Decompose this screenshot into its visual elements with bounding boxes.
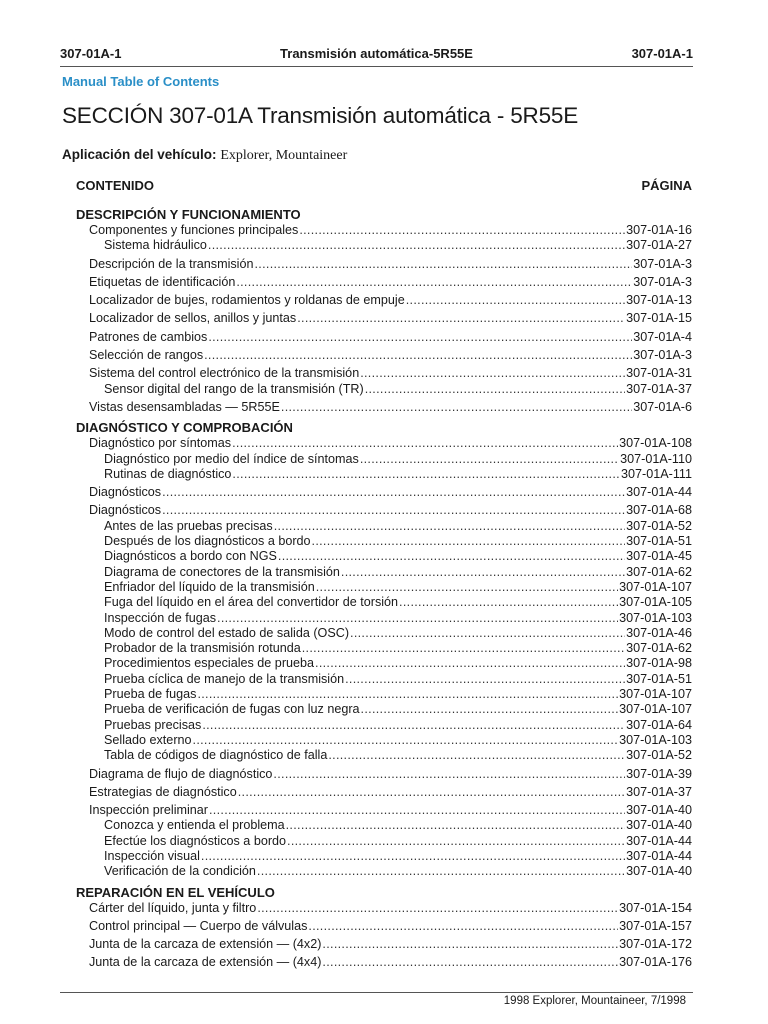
toc-entry-page: 307-01A-107	[619, 702, 692, 717]
toc-entry-title: Prueba cíclica de manejo de la transmisión	[104, 671, 345, 686]
toc-entry-title: Vistas desensambladas — 5R55E	[89, 399, 280, 414]
toc-entry-title: Selección de rangos	[89, 348, 204, 363]
toc-entry[interactable]	[76, 718, 692, 733]
header-divider	[60, 66, 693, 67]
toc-entry-title: Prueba de fugas	[104, 687, 197, 702]
dot-leader	[350, 626, 625, 641]
dot-leader	[361, 702, 619, 717]
toc-entry-page: 307-01A-44	[626, 848, 692, 863]
toc-entry[interactable]	[76, 366, 692, 381]
toc-entry-page: 307-01A-15	[626, 311, 692, 326]
toc-entry-title: Componentes y funciones principales	[89, 223, 299, 237]
toc-entry[interactable]	[76, 238, 692, 253]
toc-entry-title: Diagrama de conectores de la transmisión	[104, 564, 340, 579]
toc-entry-title: Cárter del líquido, junta y filtro	[89, 900, 257, 915]
toc-entry[interactable]	[76, 937, 692, 952]
toc-column-headers	[76, 178, 692, 193]
toc-entry-page: 307-01A-154	[619, 900, 692, 915]
toc-entry-page: 307-01A-52	[626, 518, 692, 533]
toc-entry-title: Diagnóstico por síntomas	[89, 436, 232, 451]
toc-entry[interactable]	[76, 785, 692, 800]
toc-entry[interactable]	[76, 641, 692, 656]
dot-leader	[360, 452, 619, 467]
toc-entry-page: 307-01A-45	[626, 549, 692, 564]
toc-entry-title: Pruebas precisas	[104, 717, 202, 732]
toc-entry-page: 307-01A-103	[619, 732, 692, 747]
toc-entry-title: Junta de la carcaza de extensión — (4x4)	[89, 955, 322, 970]
toc-entry-title: Después de los diagnósticos a bordo	[104, 534, 311, 549]
toc-entry[interactable]	[76, 834, 692, 849]
toc-entry-title: Junta de la carcaza de extensión — (4x2)	[89, 937, 322, 952]
dot-leader	[328, 748, 625, 763]
toc-entry[interactable]	[76, 864, 692, 879]
toc-entry-page: 307-01A-40	[626, 803, 692, 818]
toc-entry-page: 307-01A-51	[626, 534, 692, 549]
toc-entry-title: Localizador de bujes, rodamientos y roldanas de empuje	[89, 293, 405, 308]
toc-entry[interactable]	[76, 330, 692, 345]
toc-entry-title: Estrategias de diagnóstico	[89, 784, 237, 799]
dot-leader	[316, 580, 618, 595]
manual-toc-link[interactable]: Manual Table of Contents	[62, 74, 220, 89]
toc-entry-page: 307-01A-62	[626, 564, 692, 579]
dot-leader	[232, 436, 618, 451]
toc-entry-page: 307-01A-64	[626, 717, 692, 732]
toc-entry-title: Sistema del control electrónico de la transmisión	[89, 366, 360, 381]
toc-entry-title: Enfriador del líquido de la transmisión	[104, 579, 315, 594]
toc-entry[interactable]	[76, 611, 692, 626]
dot-leader	[238, 785, 625, 800]
toc-entry[interactable]	[76, 849, 692, 864]
toc-entry[interactable]	[76, 733, 692, 748]
toc-entry-page: 307-01A-51	[626, 671, 692, 686]
toc-entry-title: Efectúe los diagnósticos a bordo	[104, 833, 287, 848]
vehicle-application	[62, 147, 347, 164]
dot-leader	[232, 467, 620, 482]
toc-entry-page: 307-01A-27	[626, 238, 692, 253]
table-of-contents	[76, 206, 692, 971]
toc-entry-title: Probador de la transmisión rotunda	[104, 641, 301, 656]
page-footer: 1998 Explorer, Mountaineer, 7/1998	[503, 995, 686, 1007]
dot-leader	[217, 611, 618, 626]
toc-entry-page: 307-01A-4	[633, 329, 692, 344]
toc-entry[interactable]	[76, 382, 692, 397]
toc-entry-title: Verificación de la condición	[104, 864, 256, 879]
dot-leader	[278, 549, 625, 564]
footer-divider	[60, 992, 693, 993]
dot-leader	[273, 767, 625, 782]
dot-leader	[236, 275, 632, 290]
toc-entry-title: Procedimientos especiales de prueba	[104, 656, 315, 671]
toc-entry-title: Localizador de sellos, anillos y juntas	[89, 311, 297, 326]
dot-leader	[193, 733, 619, 748]
dot-leader	[274, 519, 625, 534]
toc-entry-title: Etiquetas de identificación	[89, 274, 236, 289]
toc-entry[interactable]	[76, 348, 692, 363]
toc-entry-title: Diagrama de flujo de diagnóstico	[89, 766, 273, 781]
toc-entry[interactable]	[76, 919, 692, 934]
toc-entry-page: 307-01A-16	[626, 223, 692, 237]
dot-leader	[281, 400, 632, 415]
dot-leader	[345, 672, 625, 687]
dot-leader	[286, 818, 626, 833]
section-heading: REPARACIÓN EN EL VEHÍCULO	[76, 884, 275, 900]
toc-entry-title: Inspección de fugas	[104, 610, 217, 625]
toc-entry-title: Descripción de la transmisión	[89, 256, 254, 271]
toc-entry-page: 307-01A-37	[626, 381, 692, 396]
toc-entry-page: 307-01A-62	[626, 641, 692, 656]
toc-entry-page: 307-01A-44	[626, 485, 692, 500]
toc-entry-page: 307-01A-108	[619, 436, 692, 451]
toc-entry-title: Diagnósticos	[89, 503, 162, 518]
toc-entry-page: 307-01A-6	[633, 399, 692, 414]
toc-entry-title: Diagnósticos	[89, 485, 162, 500]
dot-leader	[297, 311, 625, 326]
vehicle-value: Explorer, Mountaineer	[220, 148, 348, 163]
toc-entry[interactable]	[76, 672, 692, 687]
toc-entry[interactable]	[76, 748, 692, 763]
toc-entry-title: Sistema hidráulico	[104, 238, 207, 253]
dot-leader	[406, 293, 625, 308]
toc-entry[interactable]	[76, 534, 692, 549]
header-title: Transmisión automática-5R55E	[280, 46, 473, 61]
toc-entry-page: 307-01A-107	[619, 687, 692, 702]
toc-entry[interactable]	[76, 275, 692, 290]
dot-leader	[201, 849, 625, 864]
toc-entry[interactable]	[76, 955, 692, 970]
dot-leader	[287, 834, 625, 849]
toc-entry-page: 307-01A-31	[626, 366, 692, 381]
dot-leader	[162, 503, 625, 518]
dot-leader	[162, 485, 625, 500]
dot-leader	[204, 348, 632, 363]
header-right-code: 307-01A-1	[631, 46, 693, 61]
toc-entry[interactable]	[76, 485, 692, 500]
toc-entry[interactable]	[76, 656, 692, 671]
toc-entry-title: Sellado externo	[104, 732, 192, 747]
dot-leader	[208, 238, 625, 253]
toc-entry-page: 307-01A-3	[633, 348, 692, 363]
dot-leader	[308, 919, 618, 934]
dot-leader	[322, 955, 618, 970]
contents-header: CONTENIDO	[76, 178, 154, 193]
toc-entry-title: Sensor digital del rango de la transmisión (TR)	[104, 381, 364, 396]
dot-leader	[257, 864, 625, 879]
toc-entry-title: Inspección visual	[104, 848, 200, 863]
dot-leader	[255, 257, 633, 272]
toc-entry[interactable]	[76, 803, 692, 818]
section-heading: DESCRIPCIÓN Y FUNCIONAMIENTO	[76, 207, 301, 222]
toc-entry[interactable]	[76, 223, 692, 238]
toc-entry[interactable]	[76, 767, 692, 782]
page-header	[60, 46, 693, 61]
dot-leader	[209, 803, 625, 818]
toc-entry-title: Diagnóstico por medio del índice de síntomas	[104, 451, 359, 466]
dot-leader	[315, 656, 625, 671]
toc-entry[interactable]	[76, 702, 692, 717]
page-header-label: PÁGINA	[641, 178, 692, 193]
toc-entry-title: Inspección preliminar	[89, 803, 208, 818]
vehicle-label: Aplicación del vehículo:	[62, 147, 217, 162]
section-heading: DIAGNÓSTICO Y COMPROBACIÓN	[76, 420, 293, 436]
toc-entry-title: Modo de control del estado de salida (OSC)	[104, 625, 350, 640]
dot-leader	[299, 223, 625, 238]
page-title: SECCIÓN 307-01A Transmisión automática - 5R55E	[62, 103, 579, 128]
toc-entry-title: Fuga del líquido en el área del convertidor de torsión	[104, 595, 399, 610]
toc-entry[interactable]	[76, 452, 692, 467]
toc-entry-title: Control principal — Cuerpo de válvulas	[89, 918, 308, 933]
toc-entry-page: 307-01A-40	[626, 818, 692, 833]
toc-entry-title: Prueba de verificación de fugas con luz negra	[104, 702, 360, 717]
toc-entry-page: 307-01A-111	[621, 466, 692, 481]
toc-entry[interactable]	[76, 818, 692, 833]
dot-leader	[341, 565, 625, 580]
toc-entry[interactable]	[76, 436, 692, 451]
toc-entry-title: Diagnósticos a bordo con NGS	[104, 549, 277, 564]
toc-entry-page: 307-01A-40	[626, 864, 692, 879]
toc-entry-page: 307-01A-176	[619, 955, 692, 970]
header-left-code: 307-01A-1	[60, 46, 122, 61]
dot-leader	[257, 901, 618, 916]
toc-entry[interactable]	[76, 257, 692, 272]
dot-leader	[365, 382, 625, 397]
toc-entry-page: 307-01A-52	[626, 748, 692, 763]
toc-entry-page: 307-01A-13	[626, 293, 692, 308]
toc-entry-title: Conozca y entienda el problema	[104, 818, 285, 833]
toc-entry[interactable]	[76, 565, 692, 580]
toc-entry-page: 307-01A-110	[620, 451, 692, 466]
toc-entry[interactable]	[76, 503, 692, 518]
toc-entry[interactable]	[76, 519, 692, 534]
dot-leader	[302, 641, 625, 656]
toc-entry[interactable]	[76, 580, 692, 595]
toc-entry-title: Tabla de códigos de diagnóstico de falla	[104, 748, 328, 763]
toc-entry-page: 307-01A-103	[619, 610, 692, 625]
dot-leader	[360, 366, 625, 381]
dot-leader	[208, 330, 632, 345]
toc-entry-title: Rutinas de diagnóstico	[104, 466, 232, 481]
toc-entry[interactable]	[76, 311, 692, 326]
toc-entry-title: Antes de las pruebas precisas	[104, 518, 273, 533]
toc-entry-page: 307-01A-172	[619, 937, 692, 952]
toc-entry-page: 307-01A-39	[626, 766, 692, 781]
dot-leader	[202, 718, 625, 733]
toc-entry-page: 307-01A-3	[633, 274, 692, 289]
toc-entry-title: Patrones de cambios	[89, 329, 208, 344]
toc-entry-page: 307-01A-44	[626, 833, 692, 848]
toc-entry[interactable]	[76, 293, 692, 308]
toc-entry-page: 307-01A-46	[626, 625, 692, 640]
toc-entry-page: 307-01A-105	[619, 595, 692, 610]
toc-entry-page: 307-01A-37	[626, 784, 692, 799]
toc-entry[interactable]	[76, 595, 692, 610]
toc-entry[interactable]	[76, 467, 692, 482]
dot-leader	[399, 595, 618, 610]
dot-leader	[312, 534, 626, 549]
dot-leader	[197, 687, 618, 702]
toc-entry[interactable]	[76, 687, 692, 702]
toc-entry[interactable]	[76, 901, 692, 916]
toc-entry-page: 307-01A-107	[619, 579, 692, 594]
toc-entry[interactable]	[76, 626, 692, 641]
dot-leader	[322, 937, 618, 952]
toc-entry[interactable]	[76, 549, 692, 564]
toc-entry-page: 307-01A-157	[619, 918, 692, 933]
toc-entry-page: 307-01A-68	[626, 503, 692, 518]
toc-entry-page: 307-01A-98	[626, 656, 692, 671]
toc-entry[interactable]	[76, 400, 692, 415]
toc-entry-page: 307-01A-3	[633, 256, 692, 271]
